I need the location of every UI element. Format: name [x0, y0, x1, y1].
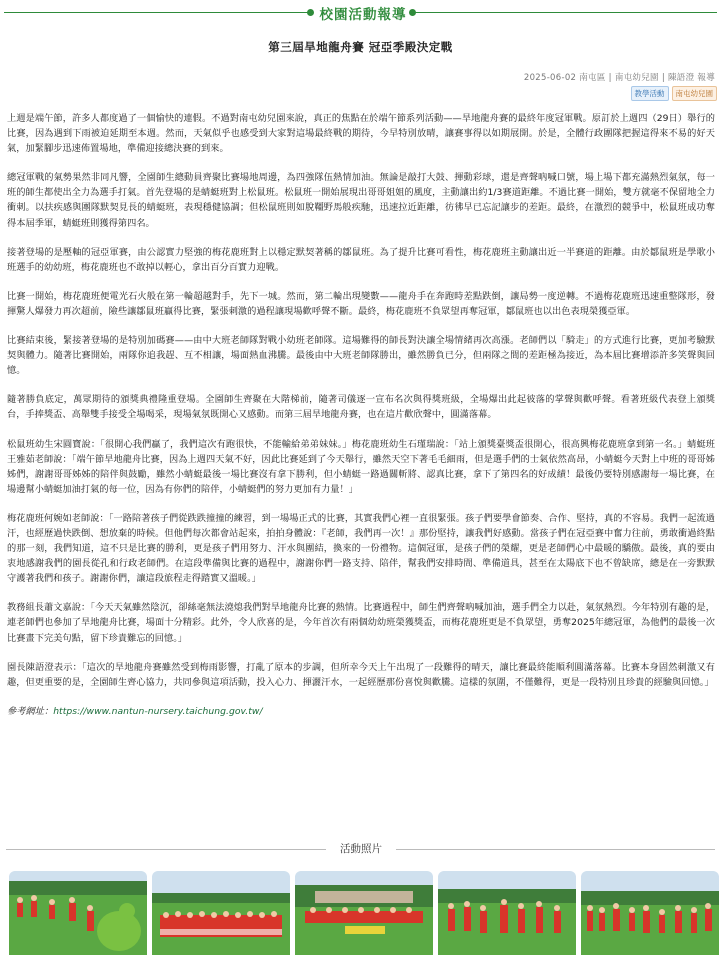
paragraph: 梅花鹿班何婉如老師說：「一路陪著孩子們從跌跌撞撞的練習，到一場場正式的比賽，其實我們心裡一直很緊張。孩子們要學會節奏、合作、堅持，真的不容易。我們一起流過汗，也經歷過快跌倒、想放棄的時候。但他們每次都會站起來，拍拍身體說：『老師，我們再一次！』那份堅持，讓我們好感動。當孩子們在冠亞賽中奮力往前，勇敢衝過終點的那一刻，我們知道，這不只是比賽的勝利，更是孩子們用努力、汗水與團結，換來的一份禮物。這個冠軍，是孩子們的榮耀，更是老師們心中最暖的驕傲。最後，真的要由衷地感謝我們的園長從孔和行政老師們。在這段準備與比賽的過程中，謝謝你們一路支持、陪伴，幫我們安排時間、準備道具，甚至在太陽底下也不曾缺席，總是在一旁默默守護著我們和孩子。謝謝你們，讓這段旅程走得踏實又溫暖。」 — [7, 512, 715, 585]
photo-4-image — [438, 871, 576, 955]
photos-title: 活動照片 — [340, 843, 382, 855]
header-rule-left — [4, 12, 310, 13]
paragraph: 松鼠班幼生宋圓寶說：「很開心我們贏了，我們這次有跑很快，不能輸給弟弟妹妹。」梅花鹿班幼生石瑾瑞說：「站上頒獎臺獎盃很開心，很高興梅花鹿班拿到第一名。」蜻蜓班王雅茹老師說：「端午節旱地龍舟比賽，因為上週四天氣不好，因此比賽延到了今天舉行，雖然天空下著毛毛細雨，但是選手們的士氣依然高昂，小蜻蜓今天對上中班的哥哥姊姊們，謝謝哥哥姊姊的陪伴與鼓勵，雖然小蜻蜓最後一場比賽沒有拿下勝利，但小蜻蜓一路過關斬將、認真比賽，拿下了第四名的好成績！最後仍要特別感謝每一場比賽，在場邊幫小蜻蜓加油打氣的每一位，因為有你們的陪伴，小蜻蜓們的努力更加有力量！」 — [7, 438, 715, 495]
photo-5[interactable] — [581, 871, 719, 955]
section-title: 校園活動報導 — [319, 7, 407, 23]
reference-label: 參考網址： — [7, 705, 54, 717]
article-meta: 2025-06-02 南屯區 | 南屯幼兒園 | 陳語澄 報導 — [523, 73, 715, 83]
photos-rule-left — [6, 849, 326, 850]
header-dot-left — [307, 9, 314, 16]
paragraph: 教務組長蕭文嘉說：「今天天氣雖然陰沉，卻絲毫無法澆熄我們對旱地龍舟比賽的熱情。比賽過程中，師生們齊聲吶喊加油，選手們全力以赴，氣氛熱烈。今年特別有趣的是，連老師們也參加了旱地龍舟比賽，場面十分精彩。此外，令人欣喜的是，今年首次有兩個幼幼班榮獲獎盃，而梅花鹿班更是不負眾望，勇奪2025年總冠軍，為他們的最後一次比賽畫下完美句點，留下珍貴難忘的回憶。」 — [7, 602, 715, 644]
paragraph: 園長陳語澄表示：「這次的旱地龍舟賽雖然受到梅雨影響，打亂了原本的步調，但所幸今天上午出現了一段難得的晴天，讓比賽最終能順利圓滿落幕。比賽本身固然刺激又有趣，但更重要的是，全園師生齊心協力，共同參與這項活動，投入心力、揮灑汗水，一起經歷那份喜悅與歡騰。這樣的氛圍，不僅難得，更是一段特別且珍貴的經驗與回憶。」 — [7, 661, 715, 688]
photo-2-image — [152, 871, 290, 955]
article-tags — [631, 86, 718, 101]
photo-3[interactable] — [295, 871, 433, 955]
photos-header — [0, 840, 721, 858]
paragraph: 接著登場的是壓軸的冠亞軍賽，由公認實力堅強的梅花鹿班對上以穩定默契著稱的鄒鼠班。為了提升比賽可看性，梅花鹿班主動讓出近一半賽道的距離。由於鄒鼠班是學歌小班選手的幼幼班，梅花鹿班也不敢掉以輕心，拿出百分百實力迎戰。 — [7, 246, 715, 273]
paragraph: 比賽結束後，緊接著登場的是特別加碼賽——由中大班老師隊對戰小幼班老師隊。這場難得的師長對決讓全場情緒再次高漲。老師們以「騎走」的方式進行比賽，更加考驗默契與體力。隨著比賽開始，兩隊你追我趕、互不相讓，場面熱血沸騰。最後由中大班老師隊勝出，雖然勝負已分，但兩隊之間的差距極為接近，為本屆比賽增添許多笑聲與回憶。 — [7, 335, 715, 377]
tag-school[interactable]: 南屯幼兒園 — [672, 86, 718, 101]
reference-link[interactable]: https://www.nantun-nursery.taichung.gov.tw/ — [53, 705, 263, 717]
section-header — [0, 2, 721, 22]
paragraph: 上週是端午節，許多人都度過了一個愉快的連假。不過對南屯幼兒園來說，真正的焦點在於端午節系列活動——旱地龍舟賽的最終年度冠軍戰。原訂於上週四（29日）舉行的比賽，因為遇到下雨被迫延期至本週。然而，天氣似乎也感受到大家對這場最終戰的期待，今早特別放晴，讓賽事得以如期展開。於是，全體行政團隊把握這得來不易的好天氣，加緊腳步迅速佈置場地，準備迎接總決賽的到來。 — [7, 113, 715, 155]
article-body — [7, 111, 715, 719]
reference — [7, 704, 715, 719]
paragraph: 隨著勝負底定，萬眾期待的頒獎典禮隆重登場。全園師生齊聚在大階梯前，隨著司儀逐一宣布名次與得獎班級，全場爆出此起彼落的掌聲與歡呼聲。看著班級代表登上頒獎台，手捧獎盃、高舉雙手接受全場喝采，現場氣氛既開心又感動。而第三屆旱地龍舟賽，也在這片歡欣聲中，圓滿落幕。 — [7, 394, 715, 421]
photo-gallery — [9, 871, 717, 955]
article-title: 第三屆旱地龍舟賽 冠亞季殿決定戰 — [268, 40, 453, 54]
paragraph: 總冠軍戰的氣勢果然非同凡響，全園師生總動員齊聚比賽場地周邊，為四強隊伍熱情加油。無論是敲打大鼓、揮動彩球，還是齊聲吶喊口號，場上場下都充滿熱烈氣氛，每一班的師生都使出全力為選手打氣。首先登場的是蜻蜓班對上松鼠班。松鼠班一開始展現出哥哥姐姐的風度，主動讓出約1/3賽道距離。不過比賽一開始，雙方就毫不保留地全力衝刺。以扶疾感與團隊默契見長的蜻蜓班，表現穩健協調；但松鼠班則如脫韁野馬般疾馳，迅速拉近距離，彷彿早已忘記讓步的差距。最終，在激烈的競爭中，松鼠班成功奪得本屆季軍，蜻蜓班則獲得第四名。 — [7, 172, 715, 229]
photo-5-image — [581, 871, 719, 955]
photo-3-image — [295, 871, 433, 955]
paragraph: 比賽一開始，梅花鹿班便電光石火般在第一輪超越對手，先下一城。然而，第二輪出現變數——龍舟手在奔跑時差點跌倒，讓局勢一度逆轉。不過梅花鹿班迅速重整隊形，發揮驚人爆發力再次超前，險些讓鄒鼠班贏得比賽，緊張刺激的過程讓現場歡呼聲不斷。最終，梅花鹿班不負眾望再奪冠軍，鄒鼠班也以出色表現榮獲亞軍。 — [7, 290, 715, 317]
photo-4[interactable] — [438, 871, 576, 955]
tag-teaching[interactable]: 教學活動 — [631, 86, 669, 101]
photo-2[interactable] — [152, 871, 290, 955]
header-rule-right — [415, 12, 717, 13]
photo-1[interactable] — [9, 871, 147, 955]
photo-1-image — [9, 871, 147, 955]
photos-rule-right — [396, 849, 715, 850]
